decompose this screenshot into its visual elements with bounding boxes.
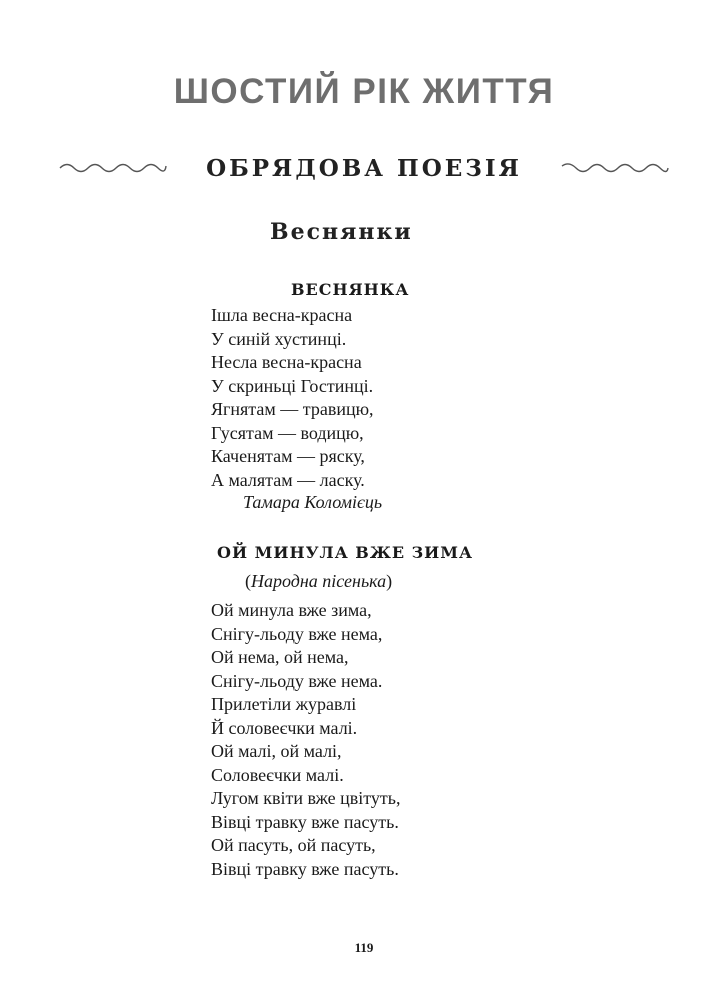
- poem-title: ОЙ МИНУЛА ВЖЕ ЗИМА: [217, 543, 473, 562]
- verse-line: Гусятам — водицю,: [211, 422, 364, 443]
- verse-line: Вівці травку вже пасуть.: [211, 858, 399, 879]
- left-ornament-icon: [58, 158, 168, 178]
- verse-line: Ішла весна-красна: [211, 305, 353, 325]
- verse-line: У синій хустинці.: [211, 328, 347, 349]
- verse-line: Несла весна-красна: [211, 352, 362, 372]
- poem-title: ВЕСНЯНКА: [291, 280, 410, 299]
- page-number: 119: [354, 940, 374, 955]
- verse-line: Вівці травку вже пасуть.: [211, 811, 399, 832]
- verse-line: Каченятам — ряску,: [211, 446, 365, 466]
- verse-line: А малятам — ласку.: [211, 469, 365, 490]
- subsection-title: Веснянки: [270, 219, 413, 245]
- verse-line: Снігу-льоду вже нема.: [211, 670, 383, 691]
- poem-verse: [211, 599, 401, 881]
- verse-line: Ой пасуть, ой пасуть,: [211, 835, 376, 855]
- verse-line: Прилетіли журавлі: [211, 694, 357, 714]
- poem-author: Тамара Коломієць: [243, 492, 383, 512]
- section-title: ОБРЯДОВА ПОЕЗІЯ: [206, 154, 522, 182]
- verse-line: Ой малі, ой малі,: [211, 741, 342, 761]
- poem-subtitle: (Народна пісенька): [245, 571, 393, 591]
- verse-line: Лугом квіти вже цвітуть,: [211, 788, 401, 808]
- verse-line: Ой минула вже зима,: [211, 600, 372, 620]
- verse-line: Ой нема, ой нема,: [211, 647, 349, 667]
- right-ornament-icon: [560, 158, 670, 178]
- section-header: [58, 148, 670, 188]
- verse-line: У скриньці Гостинці.: [211, 375, 374, 396]
- poem-subtitle-text: Народна пісенька: [251, 571, 387, 591]
- verse-line: Соловеєчки малі.: [211, 764, 344, 785]
- verse-line: Ягнятам — травицю,: [211, 399, 374, 419]
- verse-line: Снігу-льоду вже нема,: [211, 623, 383, 644]
- poem-verse: [211, 304, 374, 492]
- chapter-title: ШОСТИЙ РІК ЖИТТЯ: [173, 72, 555, 111]
- verse-line: Й соловеєчки малі.: [211, 717, 358, 738]
